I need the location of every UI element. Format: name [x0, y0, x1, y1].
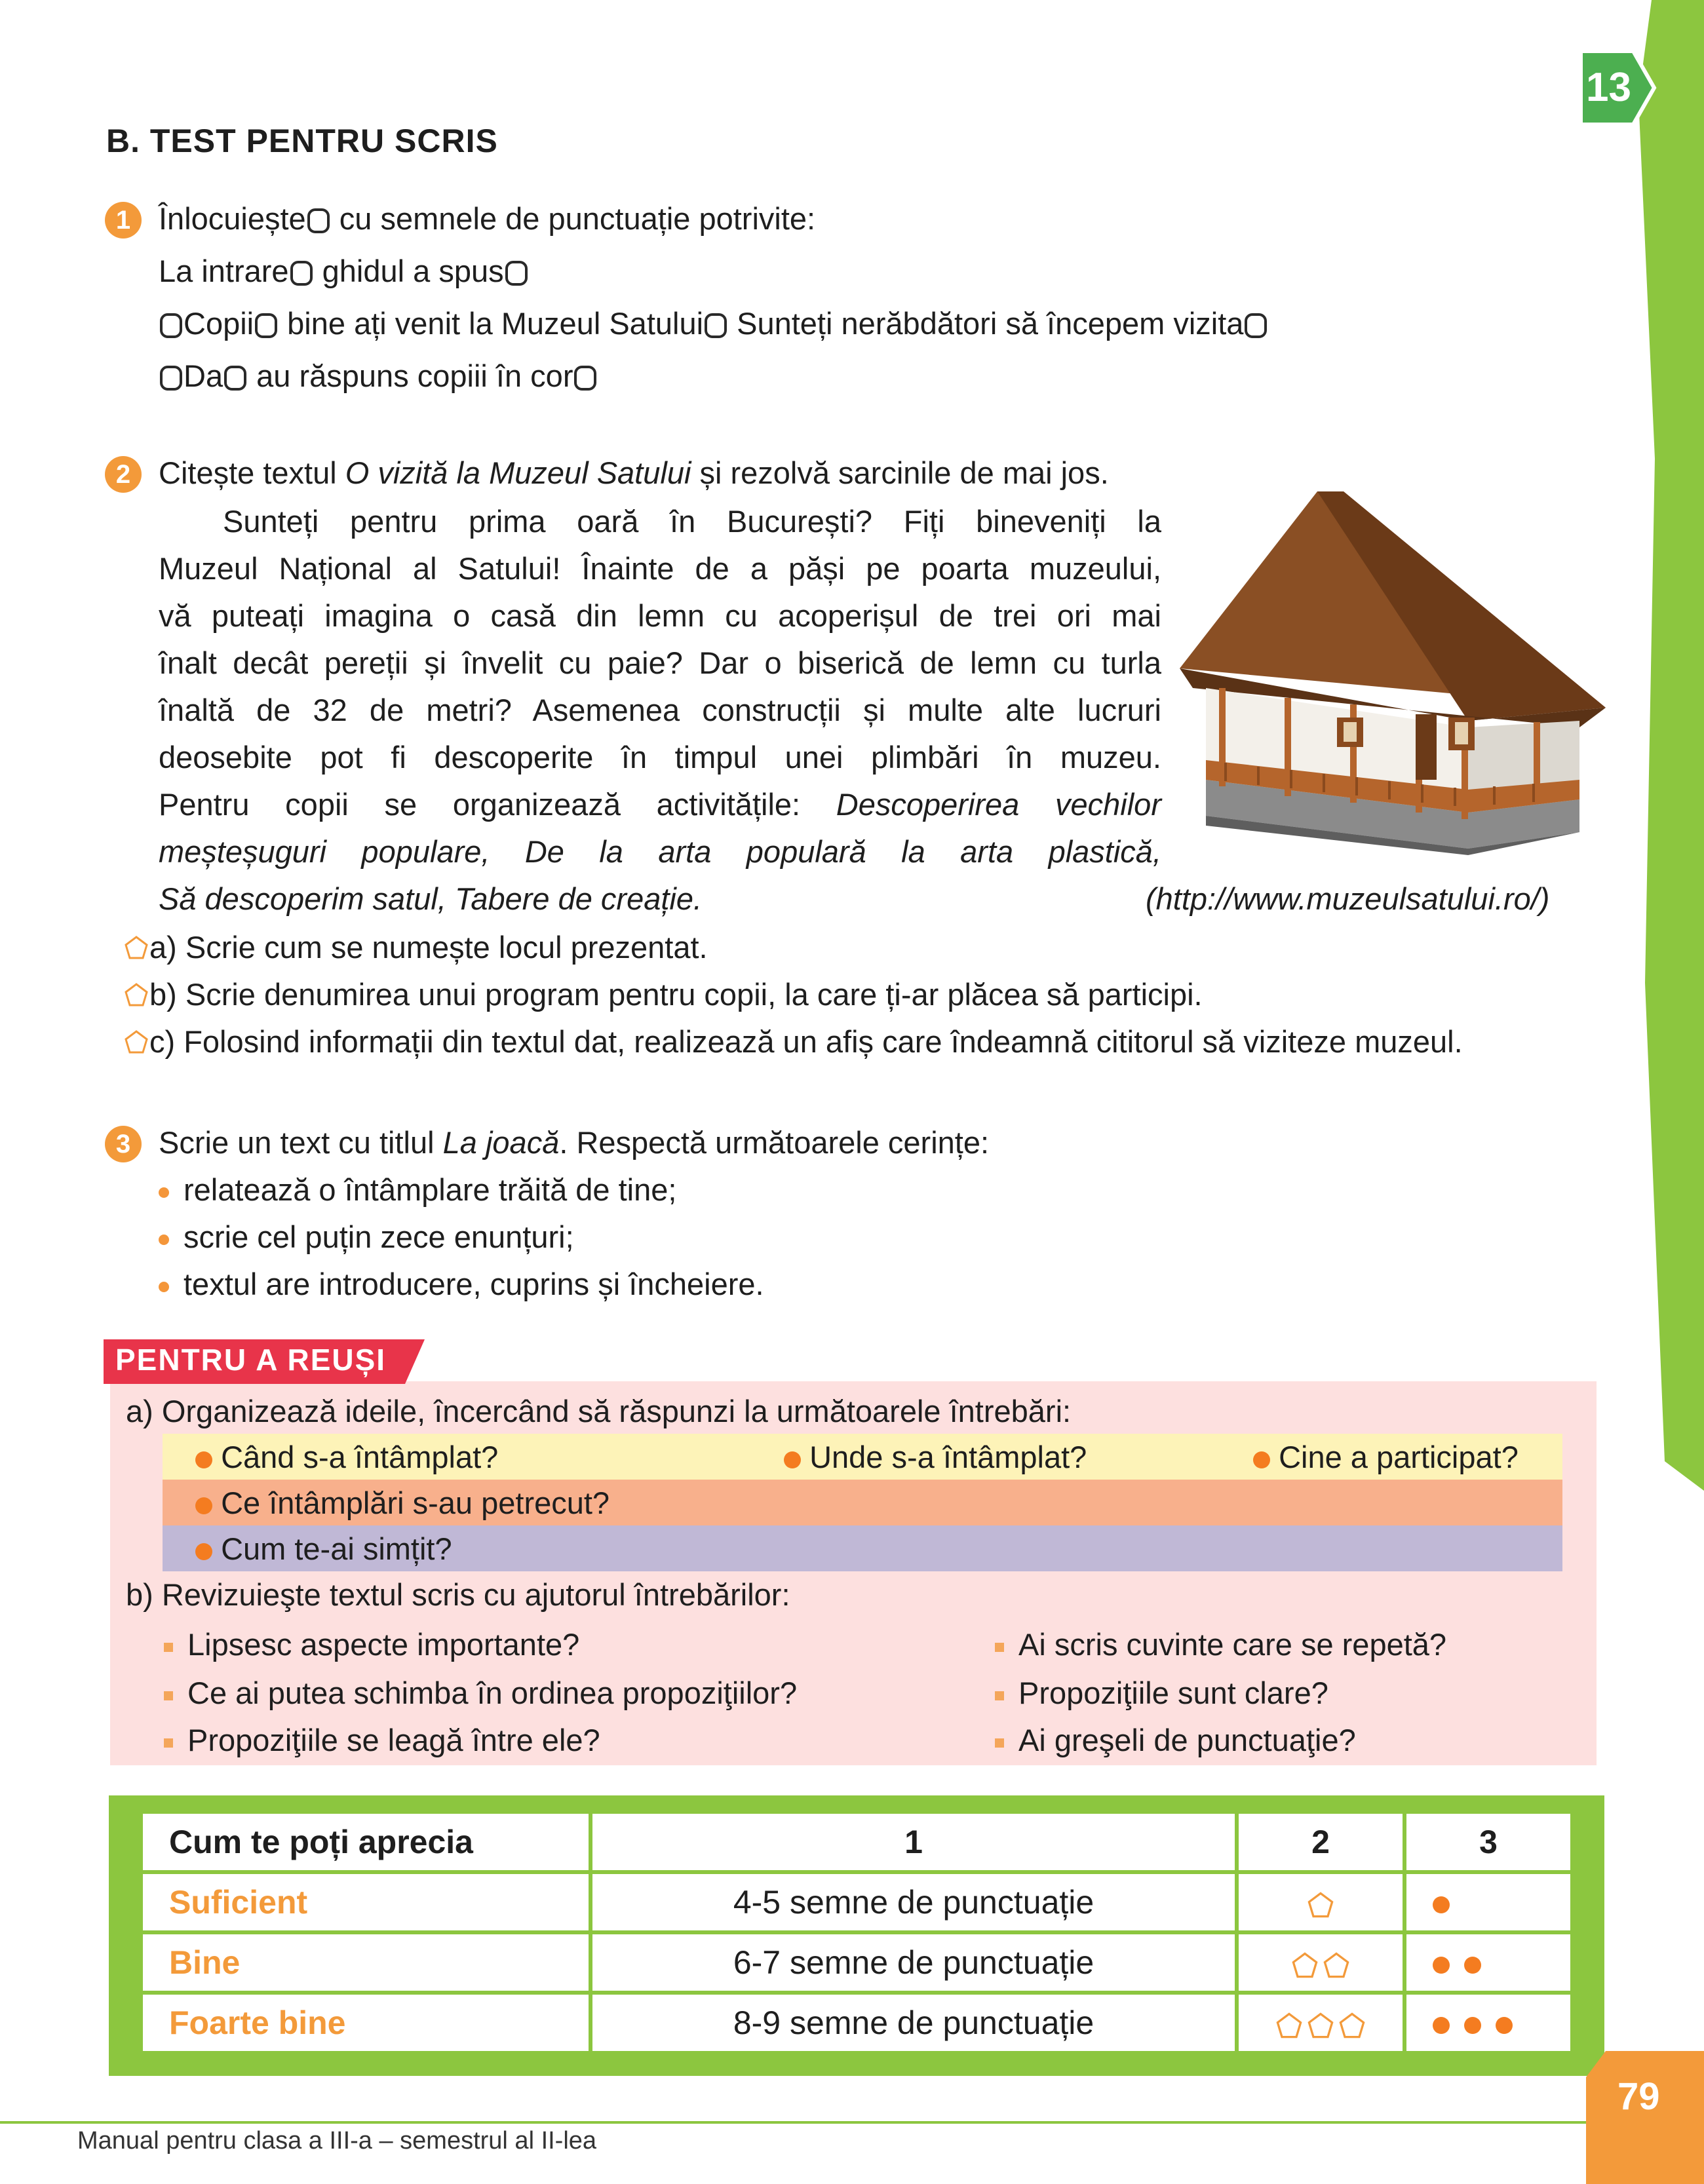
rubric-header-cell: 1 — [591, 1812, 1237, 1872]
revision-5 — [995, 1670, 1328, 1717]
task-b-text: b) Scrie denumirea unui program pentru copii, la care ți-ar plăcea să participi. — [149, 977, 1203, 1012]
revision-1-text: Lipsesc aspecte importante? — [187, 1627, 580, 1662]
village-house-illustration — [1180, 491, 1612, 858]
rubric-level: Bine — [141, 1932, 591, 1993]
rubric-row — [141, 1993, 1572, 2053]
ex3-text-title: La joacă — [442, 1125, 560, 1160]
exercise-1-instruction — [159, 195, 815, 242]
orange-dots — [1433, 2004, 1527, 2041]
pentagon-icon — [1322, 1951, 1351, 1980]
passage-line-1: Sunteți pentru prima oară în București? Fiți bineveniți la — [223, 504, 1161, 539]
blank-box[interactable] — [705, 313, 727, 338]
rubric-header-cell: Cum te poți aprecia — [141, 1812, 591, 1872]
rubric-shapes-cell — [1237, 1872, 1404, 1932]
bullet-square-icon — [164, 1691, 173, 1700]
ex1-instruction-part-b: cu semnele de punctuație potrivite: — [339, 201, 816, 236]
orange-dot-icon — [195, 1451, 212, 1468]
exercise-1-line-3 — [159, 353, 598, 400]
orange-dot-icon — [195, 1543, 212, 1560]
orange-dot-icon — [1496, 2017, 1513, 2034]
revision-3 — [164, 1717, 600, 1764]
bullet-square-icon — [995, 1643, 1004, 1652]
exercise-3-bullet-3 — [159, 1261, 764, 1308]
rubric-dots-cell — [1404, 1993, 1572, 2053]
source-link[interactable]: (http://www.muzeulsatului.ro/) — [1146, 881, 1550, 916]
bullet-dot-icon — [159, 1282, 169, 1292]
passage-line-8: meșteșuguri populare, De la arta populară la arta plastică, — [159, 834, 1161, 869]
blank-box[interactable] — [307, 208, 330, 233]
rubric-shapes-cell — [1237, 1993, 1404, 2053]
rubric-row — [141, 1932, 1572, 1993]
orange-dots — [1433, 1944, 1496, 1981]
blank-box[interactable] — [574, 366, 596, 391]
pentagon-shapes — [1305, 1884, 1336, 1921]
ex2-text-title: O vizită la Muzeul Satului — [345, 455, 691, 490]
pentagon-icon — [1338, 2011, 1366, 2040]
ex1-l2-b: bine ați venit la Muzeul Satului — [287, 306, 704, 341]
bullet-square-icon — [164, 1643, 173, 1652]
blank-box[interactable] — [505, 261, 528, 286]
ex1-l1-b: ghidul a spus — [322, 254, 504, 288]
orange-dots — [1433, 1884, 1464, 1921]
revision-5-text: Propoziţiile sunt clare? — [1018, 1676, 1328, 1710]
ex1-l1-a: La intrare — [159, 254, 289, 288]
ex3-intro-a: Scrie un text cu titlul — [159, 1125, 443, 1160]
blank-box[interactable] — [160, 366, 182, 391]
rubric-dots-cell — [1404, 1872, 1572, 1932]
pentagon-icon — [1275, 2011, 1304, 2040]
ex1-l3-b: au răspuns copiii în cor — [256, 358, 573, 393]
bullet-square-icon — [995, 1691, 1004, 1700]
question-1 — [195, 1434, 498, 1481]
bullet-dot-icon — [159, 1235, 169, 1245]
exercise-3-intro — [159, 1119, 989, 1166]
pentagon-icon — [1306, 1890, 1335, 1919]
bullet-square-icon — [164, 1738, 173, 1748]
orange-dot-icon — [1464, 1957, 1481, 1974]
revision-4-text: Ai scris cuvinte care se repetă? — [1018, 1627, 1447, 1662]
passage-line-7-a: Pentru copii se organizează activitățile: — [159, 787, 836, 822]
exercise-1-line-1 — [159, 248, 529, 295]
rubric-criterion: 6-7 semne de punctuație — [591, 1932, 1237, 1993]
rubric-level: Foarte bine — [141, 1993, 591, 2053]
revision-2-text: Ce ai putea schimba în ordinea propoziţiilor? — [187, 1676, 798, 1710]
question-3-text: Cine a participat? — [1279, 1440, 1519, 1474]
blank-box[interactable] — [160, 313, 182, 338]
pentagon-shapes — [1273, 2004, 1368, 2041]
orange-dot-icon — [1433, 2017, 1450, 2034]
task-a — [123, 924, 708, 971]
passage-line-2: Muzeul Național al Satului! Înainte de a păși pe poarta muzeului, — [159, 551, 1161, 586]
task-a-text: a) Scrie cum se numește locul prezentat. — [149, 930, 708, 965]
ex2-intro-a: Citește textul — [159, 455, 345, 490]
ex1-l2-a: Copii — [184, 306, 254, 341]
chapter-badge — [1578, 48, 1657, 127]
ex1-instruction-part-a: Înlocuiește — [159, 201, 306, 236]
passage-line-5: înaltă de 32 de metri? Asemenea construcții și multe alte lucruri — [159, 693, 1161, 727]
orange-dot-icon — [1433, 1957, 1450, 1974]
section-title: B. TEST PENTRU SCRIS — [106, 123, 498, 159]
ex3-intro-b: . Respectă următoarele cerințe: — [559, 1125, 990, 1160]
rubric-header-row — [141, 1812, 1572, 1872]
tips-b-title: b) Revizuieşte textul scris cu ajutorul întrebărilor: — [126, 1577, 790, 1612]
pentagon-icon — [123, 1029, 149, 1055]
ex3-bullet-text: textul are introducere, cuprins și încheiere. — [184, 1267, 764, 1301]
pentagon-icon — [123, 982, 149, 1008]
exercise-1-number: 1 — [105, 202, 142, 239]
blank-box[interactable] — [1245, 313, 1267, 338]
blank-box[interactable] — [290, 261, 313, 286]
orange-dot-icon — [1464, 2017, 1481, 2034]
pentagon-shapes — [1289, 1944, 1352, 1981]
blank-box[interactable] — [224, 366, 246, 391]
exercise-3-number: 3 — [105, 1126, 142, 1162]
revision-3-text: Propoziţiile se leagă între ele? — [187, 1723, 600, 1757]
orange-dot-icon — [1433, 1896, 1450, 1913]
question-4-text: Ce întâmplări s-au petrecut? — [221, 1485, 610, 1520]
passage-line-4: înalt decât pereții și învelit cu paie? Dar o biserică de lemn cu turla — [159, 645, 1161, 680]
rubric-dots-cell — [1404, 1932, 1572, 1993]
passage-line-3: vă puteați imagina o casă din lemn cu acoperișul de trei ori mai — [159, 598, 1161, 633]
ex2-intro-b: și rezolvă sarcinile de mai jos. — [691, 455, 1109, 490]
question-5-text: Cum te-ai simțit? — [221, 1531, 452, 1566]
rubric-table — [139, 1810, 1574, 2055]
revision-4 — [995, 1621, 1446, 1668]
orange-dot-icon — [1253, 1451, 1270, 1468]
question-1-text: Când s-a întâmplat? — [221, 1440, 499, 1474]
question-5 — [195, 1525, 452, 1573]
ex1-l3-a: Da — [184, 358, 223, 393]
exercise-3-bullet-2 — [159, 1214, 574, 1261]
tips-a-title: a) Organizează ideile, încercând să răspunzi la următoarele întrebări: — [126, 1394, 1072, 1428]
pentagon-icon — [123, 934, 149, 961]
revision-6 — [995, 1717, 1356, 1764]
ex3-bullet-text: scrie cel puțin zece enunțuri; — [184, 1219, 574, 1254]
rubric-criterion: 4-5 semne de punctuație — [591, 1872, 1237, 1932]
exercise-2-number: 2 — [105, 456, 142, 493]
task-c-text: c) Folosind informații din textul dat, realizează un afiș care îndeamnă cititorul să viziteze muzeul. — [149, 1024, 1463, 1059]
footer-rule — [0, 2121, 1599, 2124]
right-green-band — [1619, 0, 1704, 2184]
ex3-bullet-text: relatează o întâmplare trăită de tine; — [184, 1172, 677, 1207]
passage-line-7-b: Descoperirea vechilor — [836, 787, 1161, 822]
exercise-2-intro — [159, 450, 1109, 497]
rubric-shapes-cell — [1237, 1932, 1404, 1993]
footer-text: Manual pentru clasa a III-a – semestrul al II-lea — [77, 2127, 597, 2155]
rubric-header-cell: 2 — [1237, 1812, 1404, 1872]
ex1-l2-c: Sunteți nerăbdători să începem vizita — [737, 306, 1244, 341]
passage-line-9: Să descoperim satul, Tabere de creație. — [159, 881, 703, 916]
revision-2 — [164, 1670, 797, 1717]
revision-1 — [164, 1621, 579, 1668]
exercise-3-bullet-1 — [159, 1166, 676, 1214]
task-c — [123, 1018, 1463, 1065]
page-number: 79 — [1617, 2075, 1660, 2118]
passage-line-6: deosebite pot fi descoperite în timpul unei plimbări în muzeu. — [159, 740, 1161, 775]
blank-box[interactable] — [255, 313, 277, 338]
rubric-level: Suficient — [141, 1872, 591, 1932]
tips-label: PENTRU A REUȘI — [115, 1343, 387, 1377]
question-4 — [195, 1480, 610, 1527]
rubric-criterion: 8-9 semne de punctuație — [591, 1993, 1237, 2053]
question-2-text: Unde s-a întâmplat? — [809, 1440, 1087, 1474]
passage — [159, 498, 1161, 923]
rubric-row — [141, 1872, 1572, 1932]
passage-line-7 — [159, 781, 1161, 828]
bullet-square-icon — [995, 1738, 1004, 1748]
chapter-number: 13 — [1586, 65, 1631, 110]
pentagon-icon — [1290, 1951, 1319, 1980]
pentagon-icon — [1306, 2011, 1335, 2040]
rubric-header-cell: 3 — [1404, 1812, 1572, 1872]
question-2 — [784, 1434, 1087, 1481]
question-3 — [1253, 1434, 1519, 1481]
bullet-dot-icon — [159, 1187, 169, 1198]
revision-6-text: Ai greşeli de punctuaţie? — [1018, 1723, 1356, 1757]
task-b — [123, 971, 1203, 1018]
orange-dot-icon — [784, 1451, 801, 1468]
exercise-1-line-2 — [159, 300, 1268, 347]
orange-dot-icon — [195, 1497, 212, 1514]
